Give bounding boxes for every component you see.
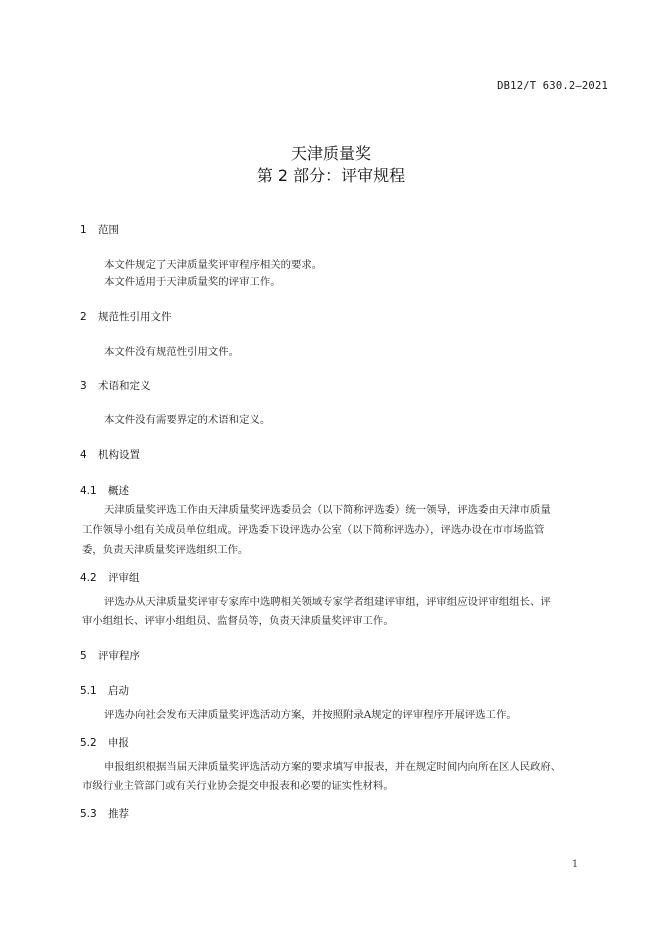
paragraph: 本文件没有规范性引用文件。: [104, 346, 240, 358]
section-number: 3: [80, 380, 87, 392]
section-title: 规范性引用文件: [98, 311, 172, 323]
paragraph-line: 工作领导小组有关成员单位组成。评选委下设评选办公室（以下简称评选办），评选办设在市市场监管: [82, 524, 545, 536]
document-code: DB12/T 630.2—2021: [497, 80, 608, 92]
page-number: 1: [571, 859, 579, 870]
section-2-heading: [80, 309, 172, 324]
section-1-heading: [80, 222, 119, 237]
subsection-title: 概述: [108, 485, 129, 497]
document-title: 天津质量奖: [290, 144, 371, 163]
paragraph-line: 评选办从天津质量奖评审专家库中选聘相关领域专家学者组建评审组，评审组应设评审组组长、评: [104, 596, 551, 608]
subsection-title: 推荐: [108, 808, 129, 820]
section-number: 5: [80, 650, 87, 662]
section-title: 范围: [98, 224, 119, 236]
section-3-heading: [80, 378, 151, 393]
section-title: 术语和定义: [98, 380, 151, 392]
subsection-5-1-heading: [80, 683, 129, 698]
paragraph: 本文件规定了天津质量奖评审程序相关的要求。: [104, 259, 323, 271]
subsection-number: 4.1: [80, 485, 97, 497]
paragraph-line: 委，负责天津质量奖评选组织工作。: [82, 544, 249, 556]
paragraph-line: 审小组组长、评审小组组员、监督员等，负责天津质量奖评审工作。: [82, 615, 394, 627]
paragraph-line: 申报组织根据当届天津质量奖评选活动方案的要求填写申报表，并在规定时间内向所在区人民政府、: [104, 761, 562, 773]
subsection-number: 5.2: [80, 737, 97, 749]
subsection-number: 5.1: [80, 685, 97, 697]
subsection-title: 启动: [108, 685, 129, 697]
subsection-title: 申报: [108, 737, 129, 749]
subsection-5-2-heading: [80, 735, 129, 750]
section-5-heading: [80, 648, 140, 663]
section-4-heading: [80, 447, 140, 462]
subsection-4-1-heading: [80, 483, 129, 498]
subsection-5-3-heading: [80, 806, 129, 821]
subsection-number: 5.3: [80, 808, 97, 820]
document-subtitle: 第 2 部分：评审规程: [256, 166, 406, 185]
paragraph-line: 评选办向社会发布天津质量奖评选活动方案，并按照附录A规定的评审程序开展评选工作。: [104, 709, 517, 721]
section-title: 评审程序: [98, 650, 140, 662]
section-title: 机构设置: [98, 449, 140, 461]
section-number: 4: [80, 449, 87, 461]
subsection-4-2-heading: [80, 570, 140, 585]
paragraph: 本文件没有需要界定的术语和定义。: [104, 414, 271, 426]
subsection-title: 评审组: [108, 572, 140, 584]
section-number: 2: [80, 311, 87, 323]
paragraph-line: 天津质量奖评选工作由天津质量奖评选委员会（以下简称评选委）统一领导，评选委由天津市质量: [104, 504, 551, 516]
paragraph-line: 市级行业主管部门或有关行业协会提交申报表和必要的证实性材料。: [82, 780, 394, 792]
subsection-number: 4.2: [80, 572, 97, 584]
section-number: 1: [80, 224, 87, 236]
paragraph: 本文件适用于天津质量奖的评审工作。: [104, 276, 281, 288]
